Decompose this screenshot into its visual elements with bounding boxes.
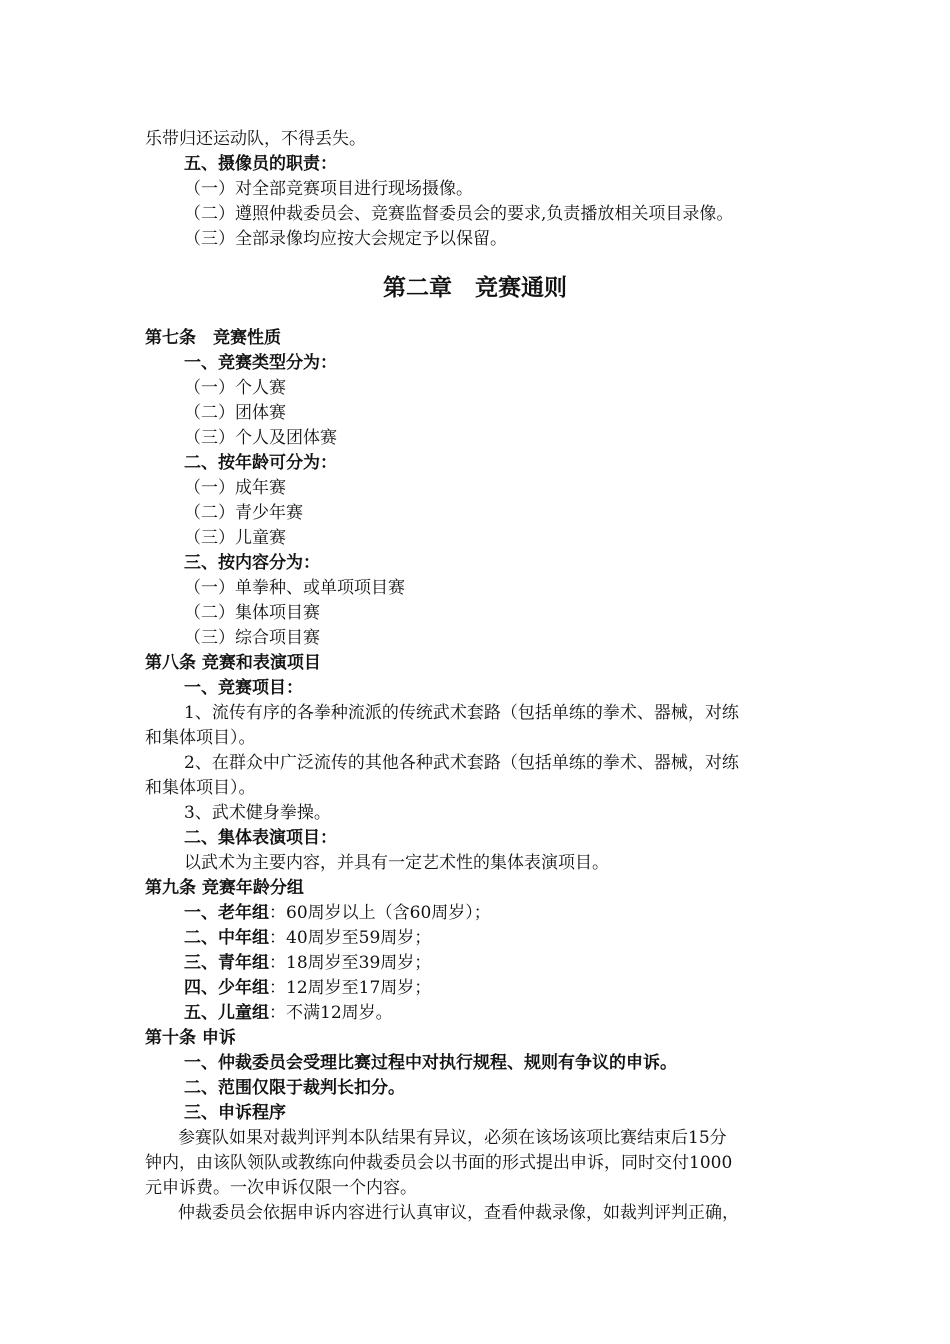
- paragraph-line: 2、在群众中广泛流传的其他各种武术套路（包括单练的拳术、器械，对练: [184, 753, 739, 773]
- list-item: （二）团体赛: [184, 403, 286, 423]
- age-group-text: ：18周岁至39周岁；: [269, 953, 432, 973]
- age-group-line: [184, 901, 491, 925]
- section-heading: 一、竞赛类型分为：: [184, 353, 337, 373]
- list-item: （二）青少年赛: [184, 503, 303, 523]
- paragraph-line: 参赛队如果对裁判评判本队结果有异议，必须在该场该项比赛结束后15分: [178, 1128, 727, 1148]
- section-heading: 二、范围仅限于裁判长扣分。: [184, 1078, 405, 1098]
- paragraph-line: 和集体项目）。: [145, 778, 256, 798]
- list-item: （一）成年赛: [184, 478, 286, 498]
- paragraph-line: 仲裁委员会依据申诉内容进行认真审议，查看仲裁录像，如裁判评判正确，: [178, 1203, 739, 1223]
- list-item: （二）集体项目赛: [184, 603, 320, 623]
- paragraph-line: 3、武术健身拳操。: [184, 803, 331, 823]
- list-item: （一）个人赛: [184, 378, 286, 398]
- article-heading: 第十条 申诉: [145, 1028, 236, 1048]
- section-heading: 三、申诉程序: [184, 1103, 286, 1123]
- section-heading: 二、按年龄可分为：: [184, 453, 337, 473]
- paragraph-line: 和集体项目）。: [145, 728, 256, 748]
- list-item: （三）个人及团体赛: [184, 428, 337, 448]
- list-item: （二）遵照仲裁委员会、竞赛监督委员会的要求,负责播放相关项目录像。: [184, 204, 734, 224]
- age-group-text: ：40周岁至59周岁；: [269, 928, 432, 948]
- paragraph-line: 乐带归还运动队，不得丢失。: [145, 129, 366, 149]
- age-group-label: 四、少年组: [184, 978, 269, 998]
- list-item: （三）全部录像均应按大会规定予以保留。: [184, 229, 507, 249]
- age-group-line: [184, 951, 431, 975]
- age-group-label: 五、儿童组: [184, 1003, 269, 1023]
- age-group-line: [184, 926, 431, 950]
- age-group-label: 二、中年组: [184, 928, 269, 948]
- paragraph-line: 钟内，由该队领队或教练向仲裁委员会以书面的形式提出申诉，同时交付1000: [145, 1153, 733, 1173]
- section-heading: 一、仲裁委员会受理比赛过程中对执行规程、规则有争议的申诉。: [184, 1053, 677, 1073]
- paragraph-line: 以武术为主要内容，并具有一定艺术性的集体表演项目。: [184, 853, 609, 873]
- age-group-text: ：不满12周岁。: [269, 1003, 393, 1023]
- age-group-text: ：12周岁至17周岁；: [269, 978, 432, 998]
- section-heading: 五、摄像员的职责：: [184, 154, 337, 174]
- paragraph-line: 元申诉费。一次申诉仅限一个内容。: [145, 1178, 417, 1198]
- paragraph-line: 1、流传有序的各拳种流派的传统武术套路（包括单练的拳术、器械，对练: [184, 703, 739, 723]
- age-group-label: 三、青年组: [184, 953, 269, 973]
- list-item: （一）对全部竞赛项目进行现场摄像。: [184, 179, 473, 199]
- age-group-label: 一、老年组: [184, 903, 269, 923]
- section-heading: 一、竞赛项目：: [184, 678, 303, 698]
- section-heading: 二、集体表演项目：: [184, 828, 337, 848]
- article-heading: 第九条 竞赛年龄分组: [145, 878, 304, 898]
- list-item: （三）综合项目赛: [184, 628, 320, 648]
- list-item: （一）单拳种、或单项项目赛: [184, 578, 405, 598]
- age-group-line: [184, 1001, 393, 1025]
- list-item: （三）儿童赛: [184, 528, 286, 548]
- age-group-line: [184, 976, 431, 1000]
- section-heading: 三、按内容分为：: [184, 553, 320, 573]
- chapter-title: 第二章 竞赛通则: [383, 275, 567, 301]
- age-group-text: ：60周岁以上（含60周岁）；: [269, 903, 491, 923]
- article-heading: 第八条 竞赛和表演项目: [145, 653, 321, 673]
- article-heading: 第七条 竞赛性质: [145, 328, 281, 348]
